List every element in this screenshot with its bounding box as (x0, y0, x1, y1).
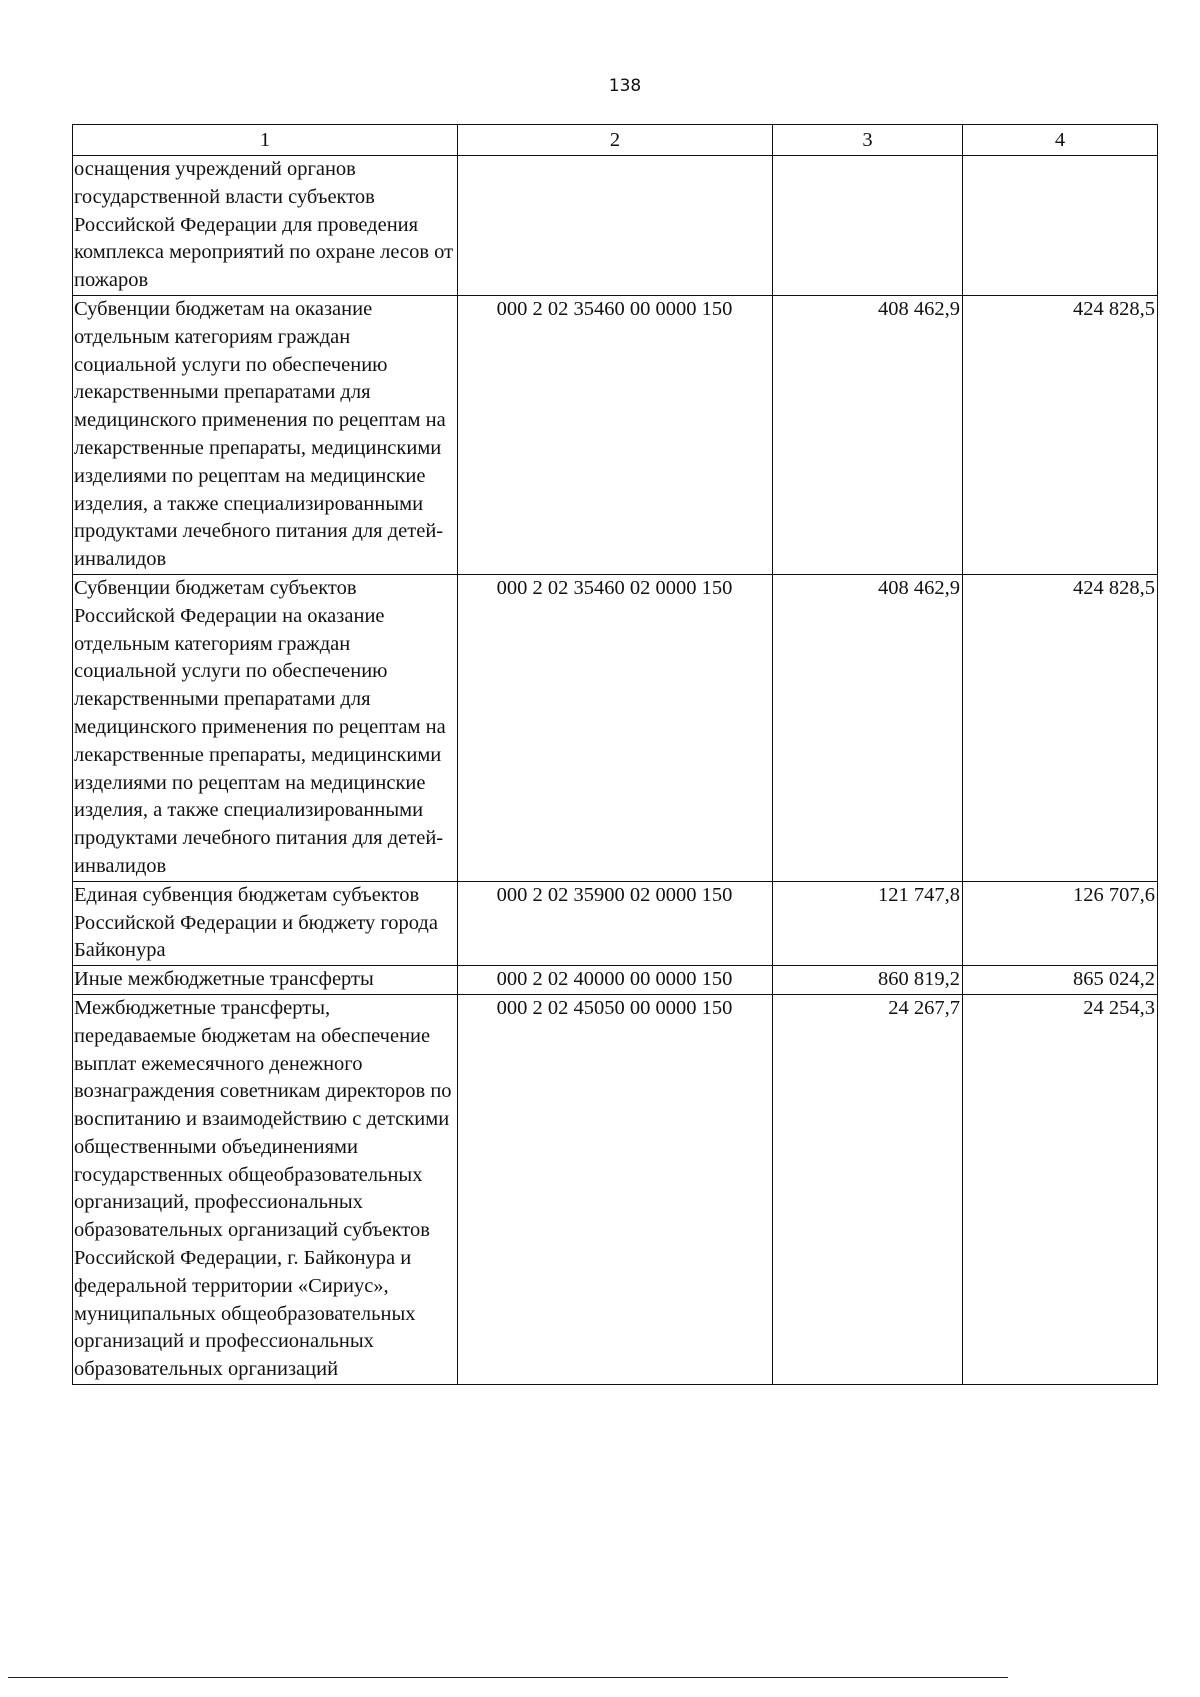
table-row (73, 881, 1158, 965)
column-header-1: 1 (73, 125, 458, 156)
row-value-col4 (963, 156, 1158, 296)
page-bottom-rule (8, 1677, 1008, 1678)
row-value-col3: 408 462,9 (773, 295, 963, 574)
row-description: Субвенции бюджетам субъектов Российской Федерации на оказание отдельным категориям граждан социальной услуги по обеспечению лекарственными препаратами для медицинского применения по рецептам на лекарственные препараты, медицинскими изделиями по рецептам на медицинские изделия, а также специализированными продуктами лечебного питания для детей-инвалидов (73, 574, 458, 881)
row-value-col4: 24 254,3 (963, 994, 1158, 1384)
row-value-col3: 408 462,9 (773, 574, 963, 881)
table-row (73, 295, 1158, 574)
row-description: Иные межбюджетные трансферты (73, 966, 458, 995)
table-row (73, 574, 1158, 881)
row-value-col3: 121 747,8 (773, 881, 963, 965)
row-value-col3: 860 819,2 (773, 966, 963, 995)
row-value-col3: 24 267,7 (773, 994, 963, 1384)
table-row (73, 994, 1158, 1384)
row-description: Межбюджетные трансферты, передаваемые бюджетам на обеспечение выплат ежемесячного денежного вознаграждения советникам директоров по воспитанию и взаимодействию с детскими общественными объединениями государственных общеобразовательных организаций, профессиональных образовательных организаций субъектов Российской Федерации, г. Байконура и федеральной территории «Сириус», муниципальных общеобразовательных организаций и профессиональных образовательных организаций (73, 994, 458, 1384)
row-code: 000 2 02 45050 00 0000 150 (458, 994, 773, 1384)
page-number: 138 (608, 76, 642, 96)
row-value-col3 (773, 156, 963, 296)
row-code: 000 2 02 35900 02 0000 150 (458, 881, 773, 965)
row-value-col4: 424 828,5 (963, 574, 1158, 881)
header-row (73, 125, 1158, 156)
row-description: оснащения учреждений органов государственной власти субъектов Российской Федерации для проведения комплекса мероприятий по охране лесов от пожаров (73, 156, 458, 296)
row-code: 000 2 02 35460 02 0000 150 (458, 574, 773, 881)
column-header-3: 3 (773, 125, 963, 156)
row-description: Единая субвенция бюджетам субъектов Российской Федерации и бюджету города Байконура (73, 881, 458, 965)
table-row (73, 156, 1158, 296)
table-row (73, 966, 1158, 995)
row-value-col4: 126 707,6 (963, 881, 1158, 965)
column-header-4: 4 (963, 125, 1158, 156)
column-header-2: 2 (458, 125, 773, 156)
row-code (458, 156, 773, 296)
row-value-col4: 424 828,5 (963, 295, 1158, 574)
row-description: Субвенции бюджетам на оказание отдельным категориям граждан социальной услуги по обеспечению лекарственными препаратами для медицинского применения по рецептам на лекарственные препараты, медицинскими изделиями по рецептам на медицинские изделия, а также специализированными продуктами лечебного питания для детей-инвалидов (73, 295, 458, 574)
budget-table (72, 124, 1158, 1385)
row-value-col4: 865 024,2 (963, 966, 1158, 995)
row-code: 000 2 02 35460 00 0000 150 (458, 295, 773, 574)
row-code: 000 2 02 40000 00 0000 150 (458, 966, 773, 995)
